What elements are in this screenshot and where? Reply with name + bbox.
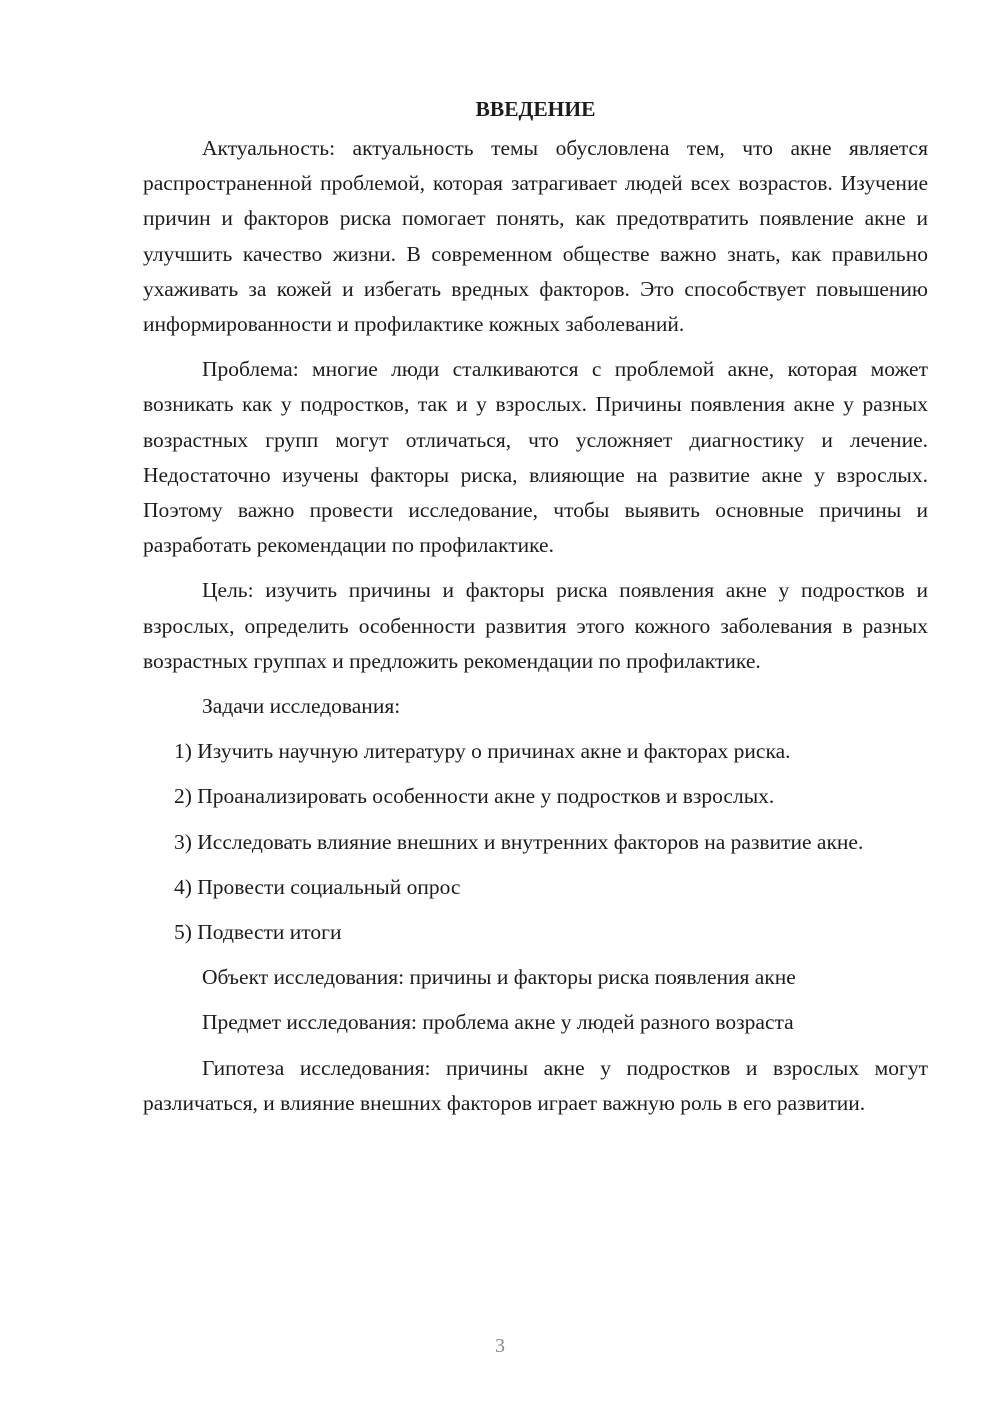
page-number: 3 (495, 1335, 505, 1357)
hypothesis-paragraph: Гипотеза исследования: причины акне у подростков и взрослых могут различаться, и влияние внешних факторов играет важную роль в его развитии. (143, 1055, 928, 1115)
goal-paragraph: Цель: изучить причины и факторы риска появления акне у подростков и взрослых, определить особенности развития этого кожного заболевания в разных возрастных группах и предложить рекомендации по профилактике. (143, 578, 928, 673)
task-item-4: 4) Провести социальный опрос (174, 874, 461, 899)
problem-paragraph: Проблема: многие люди сталкиваются с проблемой акне, которая может возникать как у подростков, так и у взрослых. Причины появления акне у разных возрастных групп могут отличаться, что усложняет диагностику и лечение. Недостаточно изучены факторы риска, влияющие на развитие акне у взрослых. Поэтому важно провести исследование, чтобы выявить основные причины и разработать рекомендации по профилактике. (143, 357, 928, 558)
section-heading: ВВЕДЕНИЕ (475, 97, 596, 121)
document-page (143, 92, 928, 1131)
task-item-5: 5) Подвести итоги (174, 920, 342, 945)
research-subject-paragraph: Предмет исследования: проблема акне у людей разного возраста (202, 1010, 794, 1035)
task-item-3: 3) Исследовать влияние внешних и внутренних факторов на развитие акне. (174, 829, 864, 854)
research-object-paragraph: Объект исследования: причины и факторы риска появления акне (202, 965, 796, 990)
task-item-1: 1) Изучить научную литературу о причинах акне и факторах риска. (174, 739, 791, 764)
tasks-heading: Задачи исследования: (202, 694, 401, 719)
relevance-paragraph: Актуальность: актуальность темы обусловлена тем, что акне является распространенной проблемой, которая затрагивает людей всех возрастов. Изучение причин и факторов риска помогает понять, как предотвратить появление акне и улучшить качество жизни. В современном обществе важно знать, как правильно ухаживать за кожей и избегать вредных факторов. Это способствует повышению информированности и профилактике кожных заболеваний. (143, 136, 928, 337)
task-item-2: 2) Проанализировать особенности акне у подростков и взрослых. (174, 784, 775, 809)
